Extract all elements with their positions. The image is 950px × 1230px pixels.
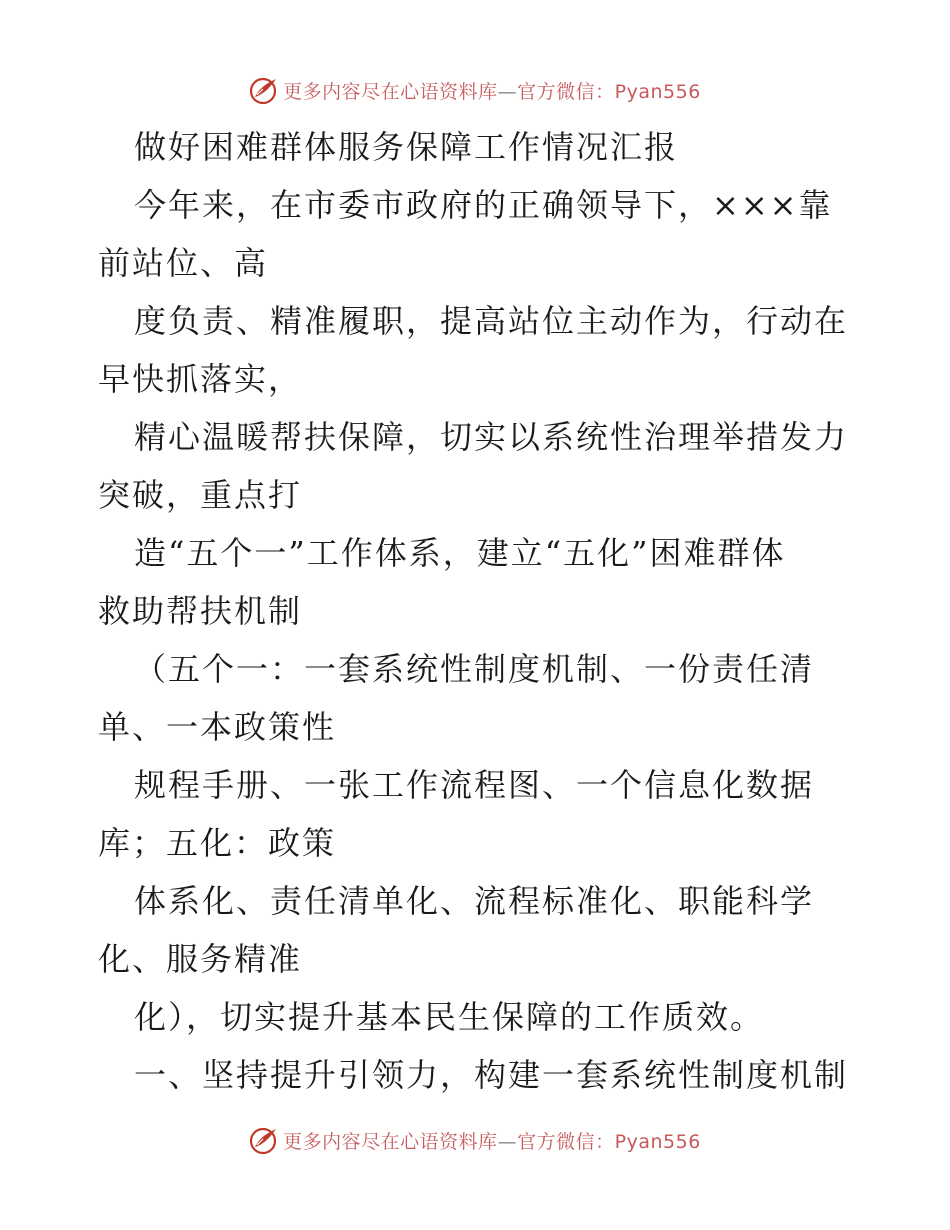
footer-watermark-banner <box>0 1120 950 1160</box>
watermark-official-wechat: 官方微信：Pyan556 <box>517 1130 701 1153</box>
document-line: 单、一本政策性 <box>98 708 337 746</box>
watermark-official-wechat: 官方微信：Pyan556 <box>517 80 701 103</box>
header-watermark-banner <box>0 70 950 110</box>
watermark-text <box>283 1127 701 1154</box>
document-line: 一、坚持提升引领力，构建一套系统性制度机制 <box>134 1056 849 1094</box>
document-lines <box>98 176 858 1104</box>
document-line: 库；五化：政策 <box>98 824 337 862</box>
watermark-brand: 更多内容尽在心语资料库 <box>283 1130 498 1153</box>
document-body <box>98 118 858 1104</box>
document-line: 化、服务精准 <box>98 940 303 978</box>
document-line: 体系化、责任清单化、流程标准化、职能科学 <box>134 882 815 920</box>
quill-logo-icon <box>249 75 279 105</box>
document-line: 化），切实提升基本民生保障的工作质效。 <box>134 998 765 1036</box>
document-line: 前站位、高 <box>98 244 269 282</box>
watermark-brand: 更多内容尽在心语资料库 <box>283 80 498 103</box>
watermark-dash: — <box>497 1130 518 1153</box>
document-line: 救助帮扶机制 <box>98 592 303 630</box>
watermark-text <box>283 77 701 104</box>
document-line: 度负责、精准履职，提高站位主动作为，行动在 <box>134 302 849 340</box>
document-line: 早快抓落实， <box>98 360 303 398</box>
document-line: （五个一：一套系统性制度机制、一份责任清 <box>134 650 815 688</box>
watermark-dash: — <box>497 80 518 103</box>
document-line: 突破，重点打 <box>98 476 303 514</box>
document-title: 做好困难群体服务保障工作情况汇报 <box>134 128 679 166</box>
document-line: 今年来，在市委市政府的正确领导下，×××靠 <box>134 186 833 224</box>
quill-logo-icon <box>249 1125 279 1155</box>
document-line: 造“五个一”工作体系，建立“五化”困难群体 <box>134 534 786 572</box>
document-line: 规程手册、一张工作流程图、一个信息化数据 <box>134 766 815 804</box>
document-line: 精心温暖帮扶保障，切实以系统性治理举措发力 <box>134 418 849 456</box>
